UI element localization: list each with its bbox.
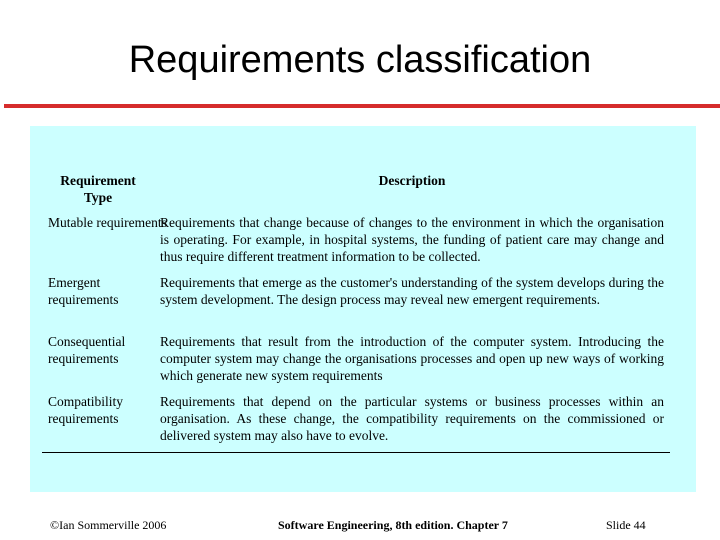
- header-description: Description: [378, 173, 446, 188]
- row-type: Mutable requirements: [48, 215, 167, 230]
- row-description: Requirements that depend on the particular systems or business processes within an organisation. As these change, the compatibility requirements on the commissioned or delivered system may also have to evolve.: [160, 394, 664, 443]
- row-description: Requirements that result from the introduction of the computer system. Introducing the computer system may change the organisations processes and open up new ways of working which generate new system requirements: [160, 334, 664, 383]
- row-description: Requirements that emerge as the customer's understanding of the system develops during the system development. The design process may reveal new emergent requirements.: [160, 275, 664, 307]
- row-type: Emergent requirements: [48, 275, 119, 307]
- header-requirement-type: Requirement Type: [60, 173, 136, 205]
- title-underline: [4, 104, 720, 108]
- row-type: Compatibility requirements: [48, 394, 124, 426]
- table-bottom-rule: [42, 452, 670, 453]
- slide-title: Requirements classification: [128, 39, 592, 81]
- footer-copyright: ©Ian Sommerville 2006: [50, 518, 167, 532]
- row-description: Requirements that change because of changes to the environment in which the organisation is operating. For example, in hospital systems, the funding of patient care may change and thus require different treatment information to be collected.: [160, 215, 664, 264]
- footer-book-title: Software Engineering, 8th edition. Chapter 7: [278, 518, 508, 532]
- footer-slide-number: Slide 44: [606, 518, 646, 532]
- row-type: Consequential requirements: [48, 334, 126, 366]
- requirements-table: [30, 126, 696, 492]
